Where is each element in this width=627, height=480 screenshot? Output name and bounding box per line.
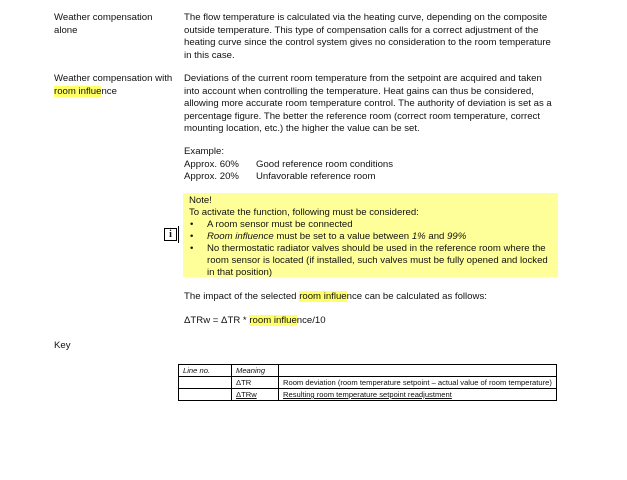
note-box xyxy=(183,193,558,277)
example-desc: Unfavorable reference room xyxy=(256,171,376,182)
note-item-text: and xyxy=(425,231,448,242)
section-label-room-influence xyxy=(54,73,174,98)
header-meaning: Meaning xyxy=(232,365,279,377)
bullet-icon: • xyxy=(190,231,194,242)
cell-meaning: Room deviation (room temperature setpoint – actual value of room temperature) xyxy=(279,377,557,389)
cell-line xyxy=(179,377,232,389)
header-line-no: Line no. xyxy=(179,365,232,377)
example-row xyxy=(184,159,556,172)
note-item xyxy=(189,243,551,279)
note-item-value-min: 1% xyxy=(411,231,426,242)
impact-prefix: The impact of the selected xyxy=(184,291,300,302)
header-empty xyxy=(279,365,557,377)
example-heading: Example: xyxy=(184,146,224,157)
example-block xyxy=(184,146,556,184)
cell-line xyxy=(179,389,232,401)
note-title: Note! xyxy=(189,195,212,206)
bullet-icon: • xyxy=(190,243,194,254)
note-item-text: must be set to a value between xyxy=(273,231,412,242)
formula xyxy=(184,315,556,328)
impact-highlight: room influe xyxy=(299,291,347,302)
note-intro: To activate the function, following must be considered: xyxy=(189,207,419,218)
example-row xyxy=(184,171,556,184)
section-text-weather-compensation: The flow temperature is calculated via the heating curve, depending on the composite outside temperature. This type of compensation calls for a correct adjustment of the heating curve since the control system gives no consideration to the room temperature in this case. xyxy=(184,12,551,61)
table-row xyxy=(179,377,557,389)
table-row xyxy=(179,389,557,401)
meaning-text: Resulting room temperature setpoint readjustment xyxy=(283,390,452,399)
key-table xyxy=(178,364,557,401)
note-item-text: No thermostatic radiator valves should be used in the reference room where the room sensor is located (if installed, such valves must be fully opened and locked in that position) xyxy=(207,243,548,278)
note-item-value-max: 99% xyxy=(447,231,467,242)
label-suffix: nce xyxy=(101,85,117,97)
section-text-room-influence: Deviations of the current room temperature from the setpoint are acquired and taken into account when controlling the temperature. Heat gains can thus be considered, allowing more accurate room temperature control. The authority of deviation is set as a percentage figure. The better the reference room (correct room temperature, correct mounting location, etc.) the higher the value can be set. xyxy=(184,73,552,134)
cell-symbol: ΔTR xyxy=(232,377,279,389)
bullet-icon: • xyxy=(190,219,194,230)
cell-meaning xyxy=(279,389,557,401)
impact-text xyxy=(184,291,556,304)
note-item-text: A room sensor must be connected xyxy=(207,219,353,230)
example-value: Approx. 20% xyxy=(184,171,239,182)
section-label-weather-compensation: Weather compensation alone xyxy=(54,12,153,36)
example-value: Approx. 60% xyxy=(184,158,239,170)
note-list xyxy=(189,219,551,279)
cell-symbol xyxy=(232,389,279,401)
formula-highlight: room influe xyxy=(249,315,297,326)
label-highlight: room influe xyxy=(54,85,102,97)
table-header-row xyxy=(179,365,557,377)
note-item xyxy=(189,231,551,243)
info-icon: i xyxy=(164,228,177,241)
example-desc: Good reference room conditions xyxy=(256,158,394,170)
formula-suffix: nce/10 xyxy=(296,315,326,326)
impact-suffix: nce can be calculated as follows: xyxy=(346,291,487,302)
note-item xyxy=(189,219,551,231)
key-label: Key xyxy=(54,340,71,351)
label-prefix: Weather compensation with xyxy=(54,73,173,84)
symbol-text: ΔTRw xyxy=(236,390,257,399)
formula-lhs: ΔTRw = ΔTR * xyxy=(184,315,250,326)
note-item-italic: Room influence xyxy=(207,231,274,242)
